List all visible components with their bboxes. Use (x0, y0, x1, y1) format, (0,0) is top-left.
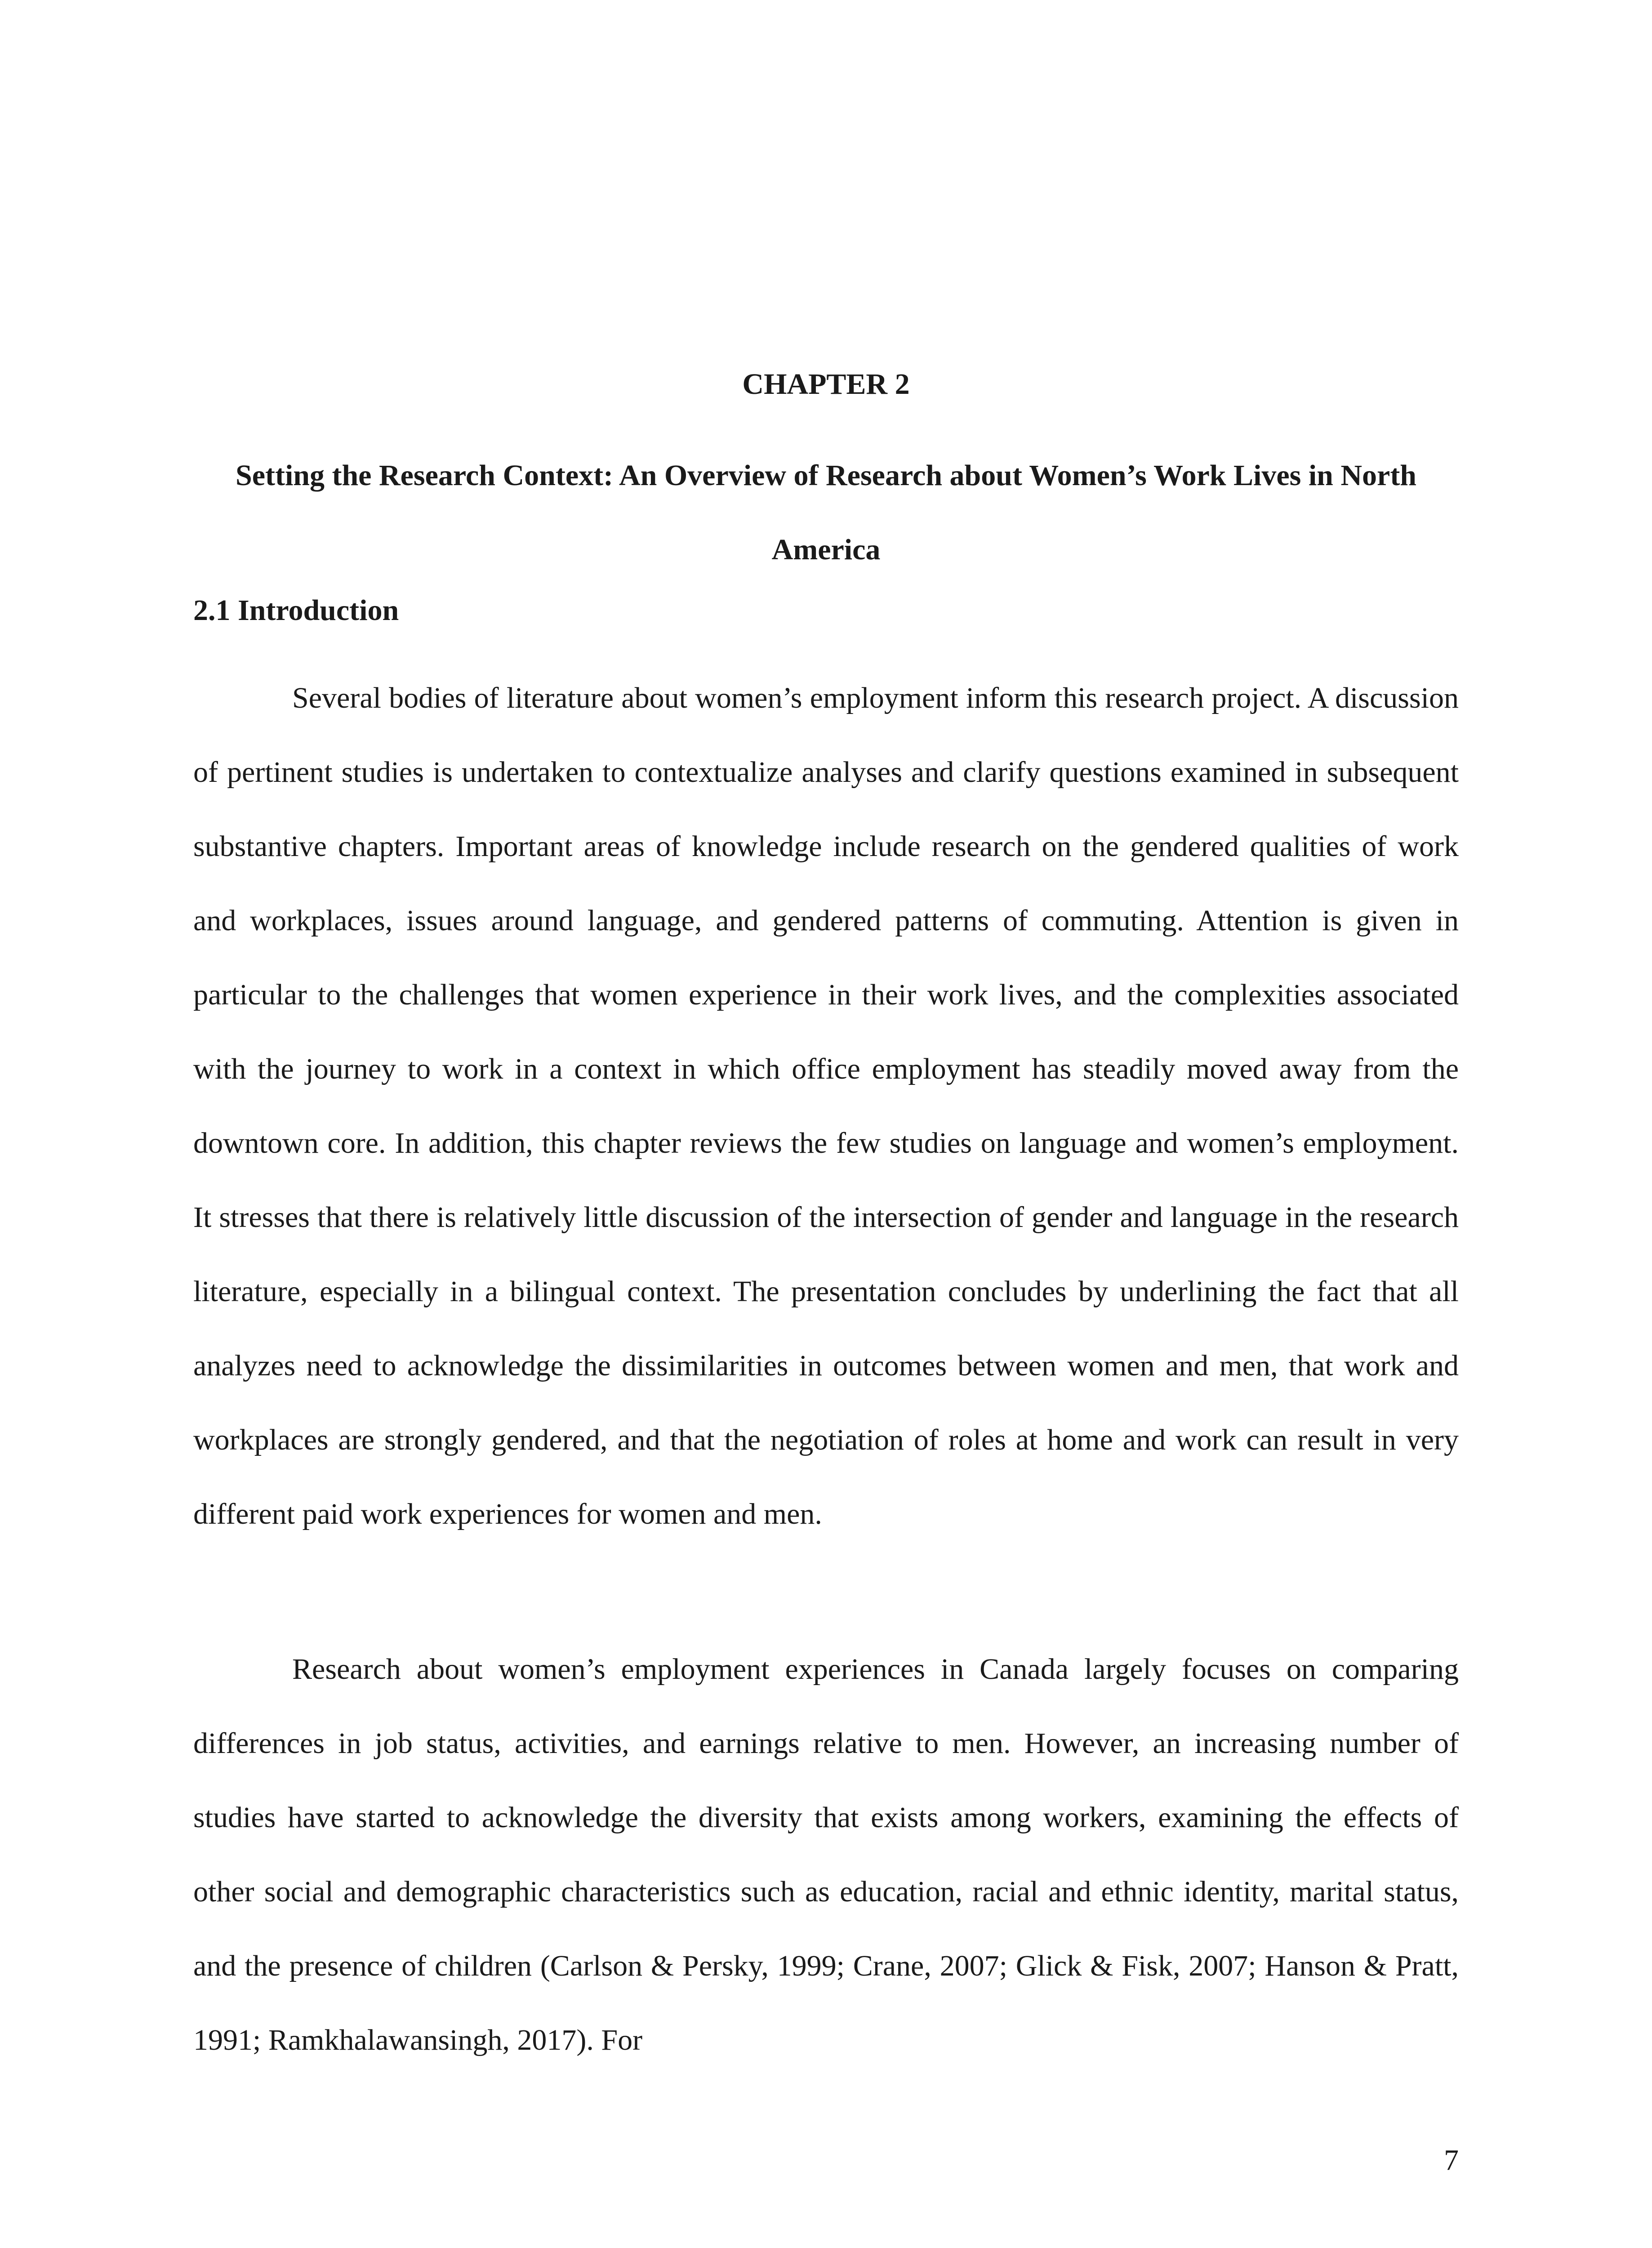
page-number: 7 (1444, 2144, 1459, 2177)
section-heading: 2.1 Introduction (193, 594, 399, 627)
body-paragraph: Several bodies of literature about women’s employment inform this research project. A discussion of pertinent studies is undertaken to contextualize analyses and clarify questions examined in subsequent substantive chapters. Important areas of knowledge include research on the gendered qualities of work and workplaces, issues around language, and gendered patterns of commuting. Attention is given in particular to the challenges that women experience in their work lives, and the complexities associated with the journey to work in a context in which office employment has steadily moved away from the downtown core. In addition, this chapter reviews the few studies on language and women’s employment. It stresses that there is relatively little discussion of the intersection of gender and language in the research literature, especially in a bilingual context. The presentation concludes by underlining the fact that all analyzes need to acknowledge the dissimilarities in outcomes between women and men, that work and workplaces are strongly gendered, and that the negotiation of roles at home and work can result in very different paid work experiences for women and men. (193, 682, 1459, 1530)
chapter-label: CHAPTER 2 (742, 368, 910, 401)
body-paragraph: Research about women’s employment experiences in Canada largely focuses on comparing differences in job status, activities, and earnings relative to men. However, an increasing number of studies have started to acknowledge the diversity that exists among workers, examining the effects of other social and demographic characteristics such as education, racial and ethnic identity, marital status, and the presence of children (Carlson & Persky, 1999; Crane, 2007; Glick & Fisk, 2007; Hanson & Pratt, 1991; Ramkhalawansingh, 2017). For (193, 1653, 1459, 2056)
chapter-title: Setting the Research Context: An Overview of Research about Women’s Work Lives in North America (235, 459, 1416, 566)
